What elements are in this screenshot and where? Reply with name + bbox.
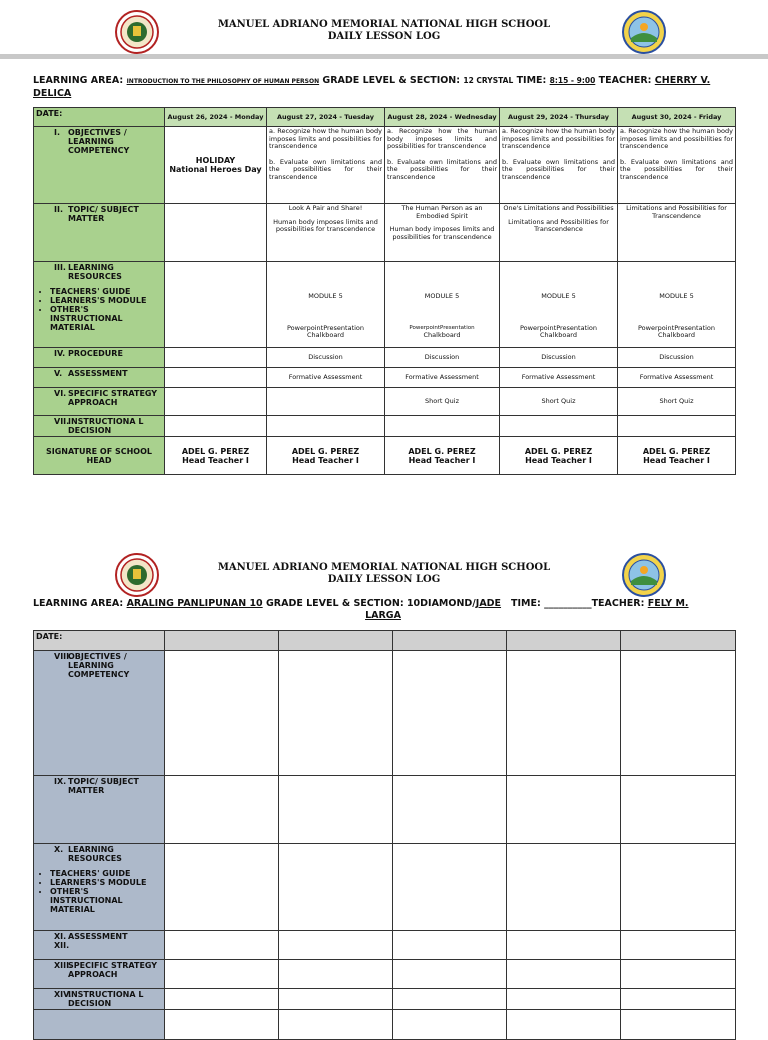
empty-cell[interactable] [165,960,279,989]
row-label-objectives: VIII. OBJECTIVES / LEARNING COMPETENCY [34,651,165,776]
empty-cell[interactable] [507,931,621,960]
log2-grade: 10DIAMOND/ [406,598,476,609]
log1-time: 8:15 - 9:00 [549,76,596,85]
log-title: DAILY LESSON LOG [327,31,441,42]
day-header[interactable] [621,631,736,651]
empty-cell[interactable] [393,776,507,844]
school-name: MANUEL ADRIANO MEMORIAL NATIONAL HIGH SCHOOL [217,562,551,573]
day-header[interactable] [507,631,621,651]
resources-cell: MODULE 5 PowerpointPresentation Chalkboard [618,262,736,348]
day-header: August 29, 2024 - Thursday [500,108,618,127]
row-label-signature [34,1010,165,1040]
empty-cell[interactable] [507,989,621,1010]
log2-teacher: FELY M. [647,598,689,609]
procedure-cell: Discussion [500,348,618,368]
signature-cell: ADEL G. PEREZ Head Teacher I [618,437,736,475]
objective-cell: a. Recognize how the human body imposes limits and possibilities for transcendence b. Evaluate own limitations and the possibilities for their transcendence [618,127,736,204]
strategy-cell: Short Quiz [500,388,618,416]
row-label-topic: II. TOPIC/ SUBJECT MATTER [34,204,165,262]
row-label-decision: XIV. INSTRUCTIONA L DECISION [34,989,165,1010]
procedure-cell: Discussion [618,348,736,368]
empty-cell [267,416,385,437]
objective-cell: a. Recognize how the human body imposes limits and possibilities for transcendence b. Evaluate own limitations and the possibilities for their transcendence [500,127,618,204]
strategy-cell: Short Quiz [385,388,500,416]
empty-cell[interactable] [507,960,621,989]
assessment-cell: Formative Assessment [500,368,618,388]
empty-cell[interactable] [507,1010,621,1040]
objective-cell: a. Recognize how the human body imposes limits and possibilities for transcendence b. Evaluate own limitations and the possibilities for their transcendence [267,127,385,204]
signature-cell: ADEL G. PEREZ Head Teacher I [267,437,385,475]
row-label-objectives: I. OBJECTIVES / LEARNING COMPETENCY [34,127,165,204]
empty-cell [165,368,267,388]
empty-cell [500,416,618,437]
row-label-strategy: XIII. SPECIFIC STRATEGY APPROACH [34,960,165,989]
log2-table [33,630,736,1040]
empty-cell[interactable] [165,844,279,931]
empty-cell[interactable] [165,651,279,776]
empty-cell[interactable] [621,1010,736,1040]
log1-table [33,107,736,475]
empty-cell[interactable] [165,776,279,844]
empty-cell [385,416,500,437]
signature-cell: ADEL G. PEREZ Head Teacher I [385,437,500,475]
resources-cell: MODULE 5 PowerpointPresentation Chalkboard [385,262,500,348]
empty-cell [618,416,736,437]
empty-cell[interactable] [621,651,736,776]
empty-cell[interactable] [279,931,393,960]
empty-cell[interactable] [165,931,279,960]
empty-cell [165,262,267,348]
topic-cell: Limitations and Possibilities for Transcendence [618,204,736,262]
empty-cell [267,388,385,416]
assessment-cell: Formative Assessment [385,368,500,388]
empty-cell[interactable] [393,844,507,931]
row-label-assessment: V. ASSESSMENT [34,368,165,388]
empty-cell[interactable] [393,960,507,989]
procedure-cell: Discussion [267,348,385,368]
day-header: August 26, 2024 - Monday [165,108,267,127]
log2-info-line: LEARNING AREA: ARALING PANLIPUNAN 10 GRADE LEVEL & SECTION: 10DIAMOND/JADE TIME: __________TEACHER: FELY M. LARGA [33,598,689,621]
empty-cell [165,348,267,368]
topic-cell: One's Limitations and Possibilities Limitations and Possibilities for Transcendence [500,204,618,262]
strategy-cell: Short Quiz [618,388,736,416]
holiday-cell: HOLIDAY National Heroes Day [165,127,267,204]
day-header[interactable] [279,631,393,651]
row-label-signature: SIGNATURE OF SCHOOL HEAD [34,437,165,475]
log-title: DAILY LESSON LOG [327,574,441,585]
empty-cell[interactable] [621,960,736,989]
empty-cell [165,204,267,262]
day-header[interactable] [165,631,279,651]
signature-cell: ADEL G. PEREZ Head Teacher I [500,437,618,475]
resources-cell: MODULE 5 PowerpointPresentation Chalkboard [267,262,385,348]
empty-cell[interactable] [393,989,507,1010]
empty-cell[interactable] [621,844,736,931]
row-label-resources: III. LEARNING RESOURCES • TEACHERS' GUIDE • LEARNERS'S MODULE • OTHER'S INSTRUCTIONAL MATERIAL [34,262,165,348]
assessment-cell: Formative Assessment [267,368,385,388]
empty-cell[interactable] [279,776,393,844]
empty-cell[interactable] [279,651,393,776]
school-name: MANUEL ADRIANO MEMORIAL NATIONAL HIGH SCHOOL [217,19,551,30]
day-header[interactable] [393,631,507,651]
row-label-resources: X. LEARNING RESOURCES • TEACHERS' GUIDE • LEARNERS'S MODULE • OTHER'S INSTRUCTIONAL MATERIAL [34,844,165,931]
empty-cell[interactable] [393,931,507,960]
row-label-topic: IX. TOPIC/ SUBJECT MATTER [34,776,165,844]
log1-teacher: CHERRY V. DELICA [33,75,711,99]
empty-cell[interactable] [279,1010,393,1040]
header-divider [0,54,768,59]
empty-cell[interactable] [507,651,621,776]
row-label-decision: VII. INSTRUCTIONA L DECISION [34,416,165,437]
log2-learning-area: ARALING PANLIPUNAN 10 [126,598,263,609]
empty-cell[interactable] [393,651,507,776]
signature-cell: ADEL G. PEREZ Head Teacher I [165,437,267,475]
procedure-cell: Discussion [385,348,500,368]
log1-info-line: LEARNING AREA: INTRODUCTION TO THE PHILOSOPHY OF HUMAN PERSON GRADE LEVEL & SECTION: 12 CRYSTAL TIME: 8:15 - 9:00 TEACHER: CHERRY V. DELICA [33,75,711,99]
day-header: August 27, 2024 - Tuesday [267,108,385,127]
empty-cell[interactable] [279,844,393,931]
empty-cell[interactable] [507,844,621,931]
date-label: DATE: [34,631,165,651]
resources-cell: MODULE 5 PowerpointPresentation Chalkboard [500,262,618,348]
empty-cell[interactable] [621,776,736,844]
topic-cell: The Human Person as an Embodied Spirit Human body imposes limits and possibilities for transcendence [385,204,500,262]
topic-cell: Look A Pair and Share! Human body imposes limits and possibilities for transcendence [267,204,385,262]
empty-cell[interactable] [279,960,393,989]
empty-cell[interactable] [165,1010,279,1040]
empty-cell [165,388,267,416]
empty-cell[interactable] [621,931,736,960]
day-header: August 30, 2024 - Friday [618,108,736,127]
empty-cell[interactable] [621,989,736,1010]
assessment-cell: Formative Assessment [618,368,736,388]
log1-grade: 12 CRYSTAL [463,76,514,85]
empty-cell[interactable] [507,776,621,844]
day-header: August 28, 2024 - Wednesday [385,108,500,127]
log1-learning-area: INTRODUCTION TO THE PHILOSOPHY OF HUMAN PERSON [126,78,320,85]
empty-cell[interactable] [279,989,393,1010]
empty-cell[interactable] [393,1010,507,1040]
row-label-assessment: XI. XII. ASSESSMENT [34,931,165,960]
empty-cell[interactable] [165,989,279,1010]
date-label: DATE: [34,108,165,127]
objective-cell: a. Recognize how the human body imposes limits and possibilities for transcendence b. Evaluate own limitations and the possibilities for their transcendence [385,127,500,204]
row-label-strategy: VI. SPECIFIC STRATEGY APPROACH [34,388,165,416]
empty-cell [165,416,267,437]
row-label-procedure: IV. PROCEDURE [34,348,165,368]
